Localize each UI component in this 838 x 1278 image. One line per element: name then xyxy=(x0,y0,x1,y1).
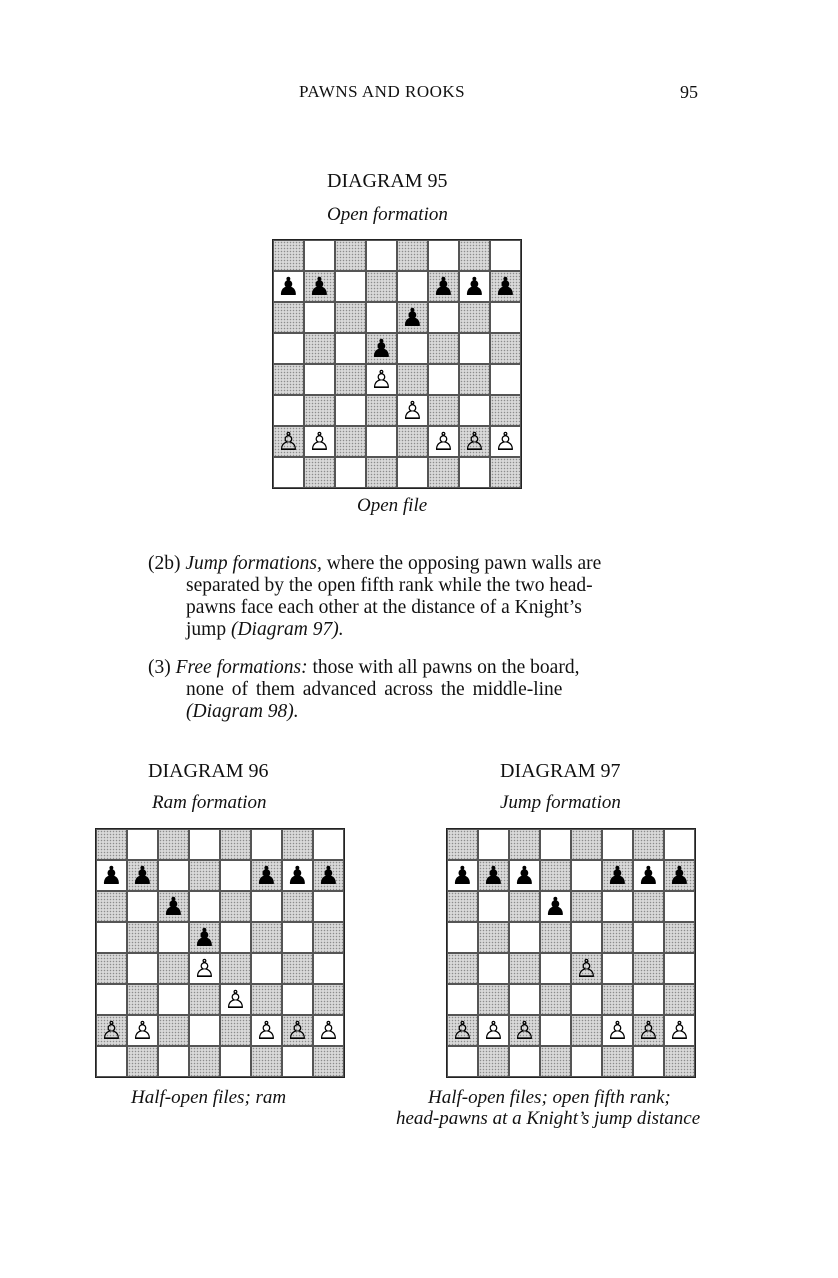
chessboard-diagram-97 xyxy=(446,828,696,1078)
black-pawn-icon: ♟ xyxy=(317,861,340,890)
square-a2 xyxy=(96,1015,127,1046)
square-c8 xyxy=(158,829,189,860)
white-pawn-icon: ♙ xyxy=(463,427,486,456)
square-c6 xyxy=(158,891,189,922)
square-e2 xyxy=(571,1015,602,1046)
square-b5 xyxy=(304,333,335,364)
square-g5 xyxy=(633,922,664,953)
square-h4 xyxy=(490,364,521,395)
square-f4 xyxy=(602,953,633,984)
square-e1 xyxy=(571,1046,602,1077)
square-h6 xyxy=(664,891,695,922)
square-h2 xyxy=(313,1015,344,1046)
square-g5 xyxy=(459,333,490,364)
square-g2 xyxy=(459,426,490,457)
square-c3 xyxy=(509,984,540,1015)
square-f8 xyxy=(602,829,633,860)
square-f7 xyxy=(602,860,633,891)
square-c8 xyxy=(335,240,366,271)
square-d3 xyxy=(540,984,571,1015)
white-pawn-icon: ♙ xyxy=(668,1016,691,1045)
square-g7 xyxy=(633,860,664,891)
paragraph-text: pawns face each other at the distance of a Knight’s xyxy=(186,597,582,618)
black-pawn-icon: ♟ xyxy=(100,861,123,890)
square-h5 xyxy=(664,922,695,953)
square-e6 xyxy=(397,302,428,333)
paragraph-label: (3) xyxy=(148,657,171,678)
square-a8 xyxy=(96,829,127,860)
square-g6 xyxy=(282,891,313,922)
square-a6 xyxy=(273,302,304,333)
square-e3 xyxy=(397,395,428,426)
square-a7 xyxy=(273,271,304,302)
paragraph-free-formations xyxy=(148,657,668,723)
square-e4 xyxy=(571,953,602,984)
square-h7 xyxy=(664,860,695,891)
square-g8 xyxy=(459,240,490,271)
square-a1 xyxy=(447,1046,478,1077)
black-pawn-icon: ♟ xyxy=(401,303,424,332)
diagram-96-subtitle: Ram formation xyxy=(152,792,267,813)
term-jump-formations: Jump formations, xyxy=(185,553,322,574)
square-f4 xyxy=(251,953,282,984)
square-e6 xyxy=(571,891,602,922)
square-d5 xyxy=(366,333,397,364)
square-e1 xyxy=(397,457,428,488)
square-a2 xyxy=(447,1015,478,1046)
white-pawn-icon: ♙ xyxy=(131,1016,154,1045)
square-d3 xyxy=(189,984,220,1015)
square-d7 xyxy=(540,860,571,891)
square-f7 xyxy=(251,860,282,891)
square-g8 xyxy=(633,829,664,860)
square-b5 xyxy=(478,922,509,953)
chessboard-diagram-95 xyxy=(272,239,522,489)
square-b7 xyxy=(127,860,158,891)
square-h1 xyxy=(313,1046,344,1077)
square-f5 xyxy=(602,922,633,953)
square-g7 xyxy=(459,271,490,302)
square-d8 xyxy=(366,240,397,271)
square-e3 xyxy=(571,984,602,1015)
square-h2 xyxy=(490,426,521,457)
white-pawn-icon: ♙ xyxy=(317,1016,340,1045)
diagram-97-title: DIAGRAM 97 xyxy=(500,760,621,782)
square-b1 xyxy=(127,1046,158,1077)
square-d1 xyxy=(366,457,397,488)
chessboard-diagram-96 xyxy=(95,828,345,1078)
square-b8 xyxy=(478,829,509,860)
paragraph-text: separated by the open fifth rank while the two head- xyxy=(186,575,593,596)
square-h7 xyxy=(313,860,344,891)
square-f1 xyxy=(602,1046,633,1077)
square-g8 xyxy=(282,829,313,860)
square-g2 xyxy=(633,1015,664,1046)
square-c4 xyxy=(509,953,540,984)
square-d3 xyxy=(366,395,397,426)
square-b6 xyxy=(478,891,509,922)
paragraph-text: where the opposing pawn walls are xyxy=(321,553,602,574)
black-pawn-icon: ♟ xyxy=(513,861,536,890)
square-b4 xyxy=(478,953,509,984)
square-c6 xyxy=(335,302,366,333)
diagram-reference: (Diagram 98). xyxy=(186,701,299,722)
square-d1 xyxy=(540,1046,571,1077)
square-b2 xyxy=(478,1015,509,1046)
black-pawn-icon: ♟ xyxy=(463,272,486,301)
square-d6 xyxy=(540,891,571,922)
square-f6 xyxy=(428,302,459,333)
square-b1 xyxy=(478,1046,509,1077)
white-pawn-icon: ♙ xyxy=(482,1016,505,1045)
square-a6 xyxy=(96,891,127,922)
square-h6 xyxy=(313,891,344,922)
square-d8 xyxy=(540,829,571,860)
square-a5 xyxy=(96,922,127,953)
square-g4 xyxy=(633,953,664,984)
square-c2 xyxy=(509,1015,540,1046)
square-a1 xyxy=(96,1046,127,1077)
square-d7 xyxy=(189,860,220,891)
square-b6 xyxy=(127,891,158,922)
square-b3 xyxy=(304,395,335,426)
square-a1 xyxy=(273,457,304,488)
black-pawn-icon: ♟ xyxy=(606,861,629,890)
square-c4 xyxy=(158,953,189,984)
square-a3 xyxy=(447,984,478,1015)
diagram-95-caption: Open file xyxy=(357,495,428,516)
white-pawn-icon: ♙ xyxy=(193,954,216,983)
white-pawn-icon: ♙ xyxy=(255,1016,278,1045)
square-f3 xyxy=(602,984,633,1015)
black-pawn-icon: ♟ xyxy=(308,272,331,301)
square-e7 xyxy=(220,860,251,891)
square-h2 xyxy=(664,1015,695,1046)
square-d4 xyxy=(189,953,220,984)
square-a8 xyxy=(273,240,304,271)
square-e2 xyxy=(397,426,428,457)
black-pawn-icon: ♟ xyxy=(482,861,505,890)
diagram-reference: (Diagram 97). xyxy=(230,619,344,640)
square-e3 xyxy=(220,984,251,1015)
square-d2 xyxy=(366,426,397,457)
square-f7 xyxy=(428,271,459,302)
square-g1 xyxy=(282,1046,313,1077)
square-h8 xyxy=(313,829,344,860)
square-c2 xyxy=(158,1015,189,1046)
square-h7 xyxy=(490,271,521,302)
square-h3 xyxy=(664,984,695,1015)
square-h3 xyxy=(490,395,521,426)
black-pawn-icon: ♟ xyxy=(451,861,474,890)
black-pawn-icon: ♟ xyxy=(637,861,660,890)
square-a5 xyxy=(273,333,304,364)
diagram-95-title: DIAGRAM 95 xyxy=(327,170,448,192)
square-d2 xyxy=(189,1015,220,1046)
square-d4 xyxy=(366,364,397,395)
square-h4 xyxy=(664,953,695,984)
square-h4 xyxy=(313,953,344,984)
square-b2 xyxy=(127,1015,158,1046)
diagram-95-subtitle: Open formation xyxy=(327,204,448,225)
square-c7 xyxy=(509,860,540,891)
square-f6 xyxy=(251,891,282,922)
square-d1 xyxy=(189,1046,220,1077)
white-pawn-icon: ♙ xyxy=(308,427,331,456)
page-number: 95 xyxy=(680,82,698,102)
black-pawn-icon: ♟ xyxy=(277,272,300,301)
square-h8 xyxy=(490,240,521,271)
white-pawn-icon: ♙ xyxy=(277,427,300,456)
diagram-96-title: DIAGRAM 96 xyxy=(148,760,269,782)
black-pawn-icon: ♟ xyxy=(193,923,216,952)
square-b3 xyxy=(478,984,509,1015)
white-pawn-icon: ♙ xyxy=(100,1016,123,1045)
running-head: PAWNS AND ROOKS xyxy=(299,82,466,101)
square-d5 xyxy=(189,922,220,953)
square-e2 xyxy=(220,1015,251,1046)
square-e5 xyxy=(571,922,602,953)
square-g3 xyxy=(282,984,313,1015)
square-f2 xyxy=(428,426,459,457)
square-c3 xyxy=(335,395,366,426)
paragraph-jump-formations xyxy=(148,553,668,641)
black-pawn-icon: ♟ xyxy=(432,272,455,301)
square-b2 xyxy=(304,426,335,457)
square-a5 xyxy=(447,922,478,953)
black-pawn-icon: ♟ xyxy=(286,861,309,890)
square-c7 xyxy=(335,271,366,302)
square-b4 xyxy=(127,953,158,984)
square-e8 xyxy=(220,829,251,860)
square-b8 xyxy=(304,240,335,271)
black-pawn-icon: ♟ xyxy=(494,272,517,301)
white-pawn-icon: ♙ xyxy=(494,427,517,456)
white-pawn-icon: ♙ xyxy=(224,985,247,1014)
black-pawn-icon: ♟ xyxy=(370,334,393,363)
square-c1 xyxy=(509,1046,540,1077)
square-g3 xyxy=(633,984,664,1015)
square-d2 xyxy=(540,1015,571,1046)
diagram-96-caption: Half-open files; ram xyxy=(131,1087,287,1108)
square-g6 xyxy=(633,891,664,922)
square-f3 xyxy=(251,984,282,1015)
square-c8 xyxy=(509,829,540,860)
square-c5 xyxy=(158,922,189,953)
square-e6 xyxy=(220,891,251,922)
black-pawn-icon: ♟ xyxy=(668,861,691,890)
white-pawn-icon: ♙ xyxy=(286,1016,309,1045)
paragraph-text: those with all pawns on the board, xyxy=(307,657,580,678)
square-e4 xyxy=(220,953,251,984)
square-d7 xyxy=(366,271,397,302)
square-f4 xyxy=(428,364,459,395)
square-f8 xyxy=(428,240,459,271)
square-g4 xyxy=(282,953,313,984)
square-b7 xyxy=(478,860,509,891)
square-e4 xyxy=(397,364,428,395)
square-a4 xyxy=(96,953,127,984)
square-g6 xyxy=(459,302,490,333)
square-g5 xyxy=(282,922,313,953)
square-f1 xyxy=(428,457,459,488)
square-d8 xyxy=(189,829,220,860)
square-g2 xyxy=(282,1015,313,1046)
square-d4 xyxy=(540,953,571,984)
white-pawn-icon: ♙ xyxy=(606,1016,629,1045)
square-b7 xyxy=(304,271,335,302)
square-f2 xyxy=(602,1015,633,1046)
paragraph-label: (2b) xyxy=(148,553,181,574)
square-e7 xyxy=(571,860,602,891)
square-f3 xyxy=(428,395,459,426)
square-d6 xyxy=(189,891,220,922)
square-c5 xyxy=(335,333,366,364)
white-pawn-icon: ♙ xyxy=(432,427,455,456)
square-a4 xyxy=(273,364,304,395)
term-free-formations: Free formations: xyxy=(175,657,308,678)
square-d5 xyxy=(540,922,571,953)
black-pawn-icon: ♟ xyxy=(255,861,278,890)
white-pawn-icon: ♙ xyxy=(451,1016,474,1045)
square-a7 xyxy=(96,860,127,891)
square-h5 xyxy=(313,922,344,953)
black-pawn-icon: ♟ xyxy=(544,892,567,921)
square-f8 xyxy=(251,829,282,860)
square-e5 xyxy=(397,333,428,364)
square-g1 xyxy=(633,1046,664,1077)
square-c6 xyxy=(509,891,540,922)
square-b6 xyxy=(304,302,335,333)
square-d6 xyxy=(366,302,397,333)
square-h1 xyxy=(664,1046,695,1077)
square-f1 xyxy=(251,1046,282,1077)
diagram-97-caption-line-2: head-pawns at a Knight’s jump distance xyxy=(396,1108,701,1129)
white-pawn-icon: ♙ xyxy=(575,954,598,983)
white-pawn-icon: ♙ xyxy=(370,365,393,394)
square-b5 xyxy=(127,922,158,953)
square-a2 xyxy=(273,426,304,457)
square-a8 xyxy=(447,829,478,860)
square-b8 xyxy=(127,829,158,860)
square-h3 xyxy=(313,984,344,1015)
square-f5 xyxy=(251,922,282,953)
square-g3 xyxy=(459,395,490,426)
square-a4 xyxy=(447,953,478,984)
square-h1 xyxy=(490,457,521,488)
square-e1 xyxy=(220,1046,251,1077)
square-c4 xyxy=(335,364,366,395)
white-pawn-icon: ♙ xyxy=(637,1016,660,1045)
square-c1 xyxy=(158,1046,189,1077)
square-g4 xyxy=(459,364,490,395)
square-a3 xyxy=(96,984,127,1015)
square-c7 xyxy=(158,860,189,891)
square-c5 xyxy=(509,922,540,953)
square-h5 xyxy=(490,333,521,364)
square-g7 xyxy=(282,860,313,891)
square-e5 xyxy=(220,922,251,953)
square-h8 xyxy=(664,829,695,860)
square-f2 xyxy=(251,1015,282,1046)
square-e7 xyxy=(397,271,428,302)
paragraph-text: none of them advanced across the middle-line xyxy=(186,679,563,700)
square-c1 xyxy=(335,457,366,488)
diagram-97-caption-line-1: Half-open files; open fifth rank; xyxy=(428,1087,671,1108)
square-a3 xyxy=(273,395,304,426)
black-pawn-icon: ♟ xyxy=(131,861,154,890)
square-b4 xyxy=(304,364,335,395)
square-a6 xyxy=(447,891,478,922)
square-g1 xyxy=(459,457,490,488)
square-b1 xyxy=(304,457,335,488)
square-c3 xyxy=(158,984,189,1015)
white-pawn-icon: ♙ xyxy=(513,1016,536,1045)
square-h6 xyxy=(490,302,521,333)
square-f5 xyxy=(428,333,459,364)
square-c2 xyxy=(335,426,366,457)
square-e8 xyxy=(571,829,602,860)
square-e8 xyxy=(397,240,428,271)
square-f6 xyxy=(602,891,633,922)
diagram-97-subtitle: Jump formation xyxy=(500,792,621,813)
black-pawn-icon: ♟ xyxy=(162,892,185,921)
square-a7 xyxy=(447,860,478,891)
white-pawn-icon: ♙ xyxy=(401,396,424,425)
paragraph-text: jump xyxy=(186,619,231,640)
square-b3 xyxy=(127,984,158,1015)
